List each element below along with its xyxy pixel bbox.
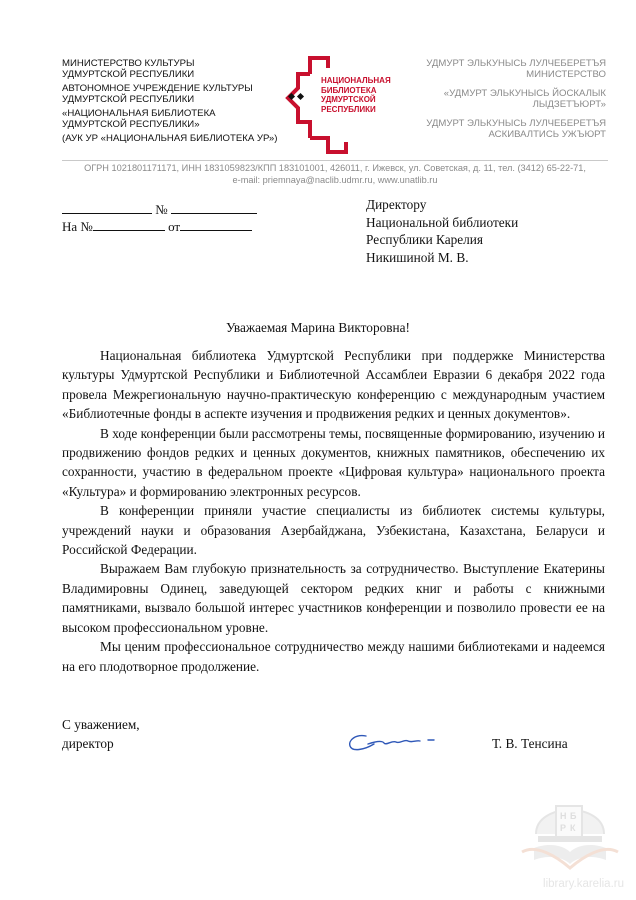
library-emblem-icon (516, 786, 624, 870)
date-blank (62, 200, 152, 214)
watermark-url: library.karelia.ru (543, 878, 624, 890)
contact-line-email: e-mail: priemnaya@naclib.udmr.ru, www.unatlib.ru (232, 174, 438, 185)
closing-position: директор (62, 736, 114, 752)
letterhead-divider (62, 160, 608, 161)
institution-type-udmurt: УДМУРТ ЭЛЬКУНЫСЬ ЛУЛЧЕБЕРЕТЪЯ АСКИВАЛТИСЬ УЖЪЮРТ (426, 118, 606, 140)
ministry-name: МИНИСТЕРСТВО КУЛЬТУРЫ УДМУРТСКОЙ РЕСПУБЛИКИ (62, 58, 195, 80)
letter-body (62, 346, 605, 676)
emblem-letter: Р (560, 823, 567, 833)
letterhead-contacts (62, 163, 608, 186)
institution-type: АВТОНОМНОЕ УЧРЕЖДЕНИЕ КУЛЬТУРЫ УДМУРТСКОЙ РЕСПУБЛИКИ (62, 83, 253, 105)
paragraph: В ходе конференции были рассмотрены темы, посвященные формированию, изучению и продвижению фондов редких и ценных документов, книжных памятников, обеспечению их сохранности, участию в федеральном проекте «Цифровая культура» национального проекта «Культура» и формированию электронных ресурсов. (62, 425, 605, 499)
paragraph: Национальная библиотека Удмуртской Республики при поддержке Министерства культуры Удмуртской Республики и Библиотечной Ассамблеи Евразии 6 декабря 2022 года провела Межрегиональную научно-практическую конференцию с международным участием «Библиотечные фонды в аспекте изучения и продвижения редких и ценных документов». (62, 348, 605, 422)
signer-name: Т. В. Тенсина (492, 736, 568, 751)
outgoing-number-line (62, 200, 257, 218)
library-watermark (516, 786, 624, 890)
logo-text: НАЦИОНАЛЬНАЯ БИБЛИОТЕКА УДМУРТСКОЙ РЕСПУБЛИКИ (321, 76, 391, 114)
reference-date-blank (180, 217, 252, 231)
addressee-block: Директору Национальной библиотеки Республики Карелия Никишиной М. В. (366, 197, 519, 265)
reference-number-blank (93, 217, 165, 231)
emblem-letter: К (570, 823, 576, 833)
letterhead-left (62, 58, 278, 147)
emblem-letter: Б (570, 811, 577, 821)
letterhead-right (376, 58, 606, 148)
paragraph: Мы ценим профессиональное сотрудничество между нашими библиотеками и надеемся на его плодотворное продолжение. (62, 639, 605, 674)
number-blank (171, 200, 257, 214)
ministry-name-udmurt: УДМУРТ ЭЛЬКУНЫСЬ ЛУЛЧЕБЕРЕТЪЯ МИНИСТЕРСТВО (426, 58, 606, 80)
from-label: от (168, 219, 181, 234)
na-label: На № (62, 219, 93, 234)
institution-short-name: (АУК УР «НАЦИОНАЛЬНАЯ БИБЛИОТЕКА УР») (62, 133, 278, 144)
paragraph: В конференции приняли участие специалисты из библиотек системы культуры, учреждений науки и образования Азербайджана, Узбекистана, Казахстана, Беларуси и Российской Федерации. (62, 503, 605, 558)
closing-block (62, 715, 140, 754)
closing-regards: С уважением, (62, 717, 140, 732)
institution-name-udmurt: «УДМУРТ ЭЛЬКУНЫСЬ ЙОСКАЛЫК ЛЫДЗЕТЪЮРТ» (443, 88, 606, 110)
contact-line-requisites: ОГРН 1021801171171, ИНН 1831059823/КПП 183101001, 426011, г. Ижевск, ул. Советская, д. 11, тел. (3412) 65-22-71, (84, 163, 586, 173)
emblem-letter: Н (560, 811, 567, 821)
handwritten-signature (344, 728, 448, 756)
number-sign: № (155, 202, 168, 217)
reference-number-line (62, 217, 252, 235)
paragraph: Выражаем Вам глубокую признательность за сотрудничество. Выступление Екатерины Владимировны Одинец, заведующей сектором редких книг и работы с книжными памятниками, вызвало большой интерес участников конференции и позволило провести ее на высоком профессиональном уровне. (62, 561, 605, 635)
institution-name: «НАЦИОНАЛЬНАЯ БИБЛИОТЕКА УДМУРТСКОЙ РЕСПУБЛИКИ» (62, 108, 216, 130)
salutation: Уважаемая Марина Викторовна! (226, 320, 410, 335)
